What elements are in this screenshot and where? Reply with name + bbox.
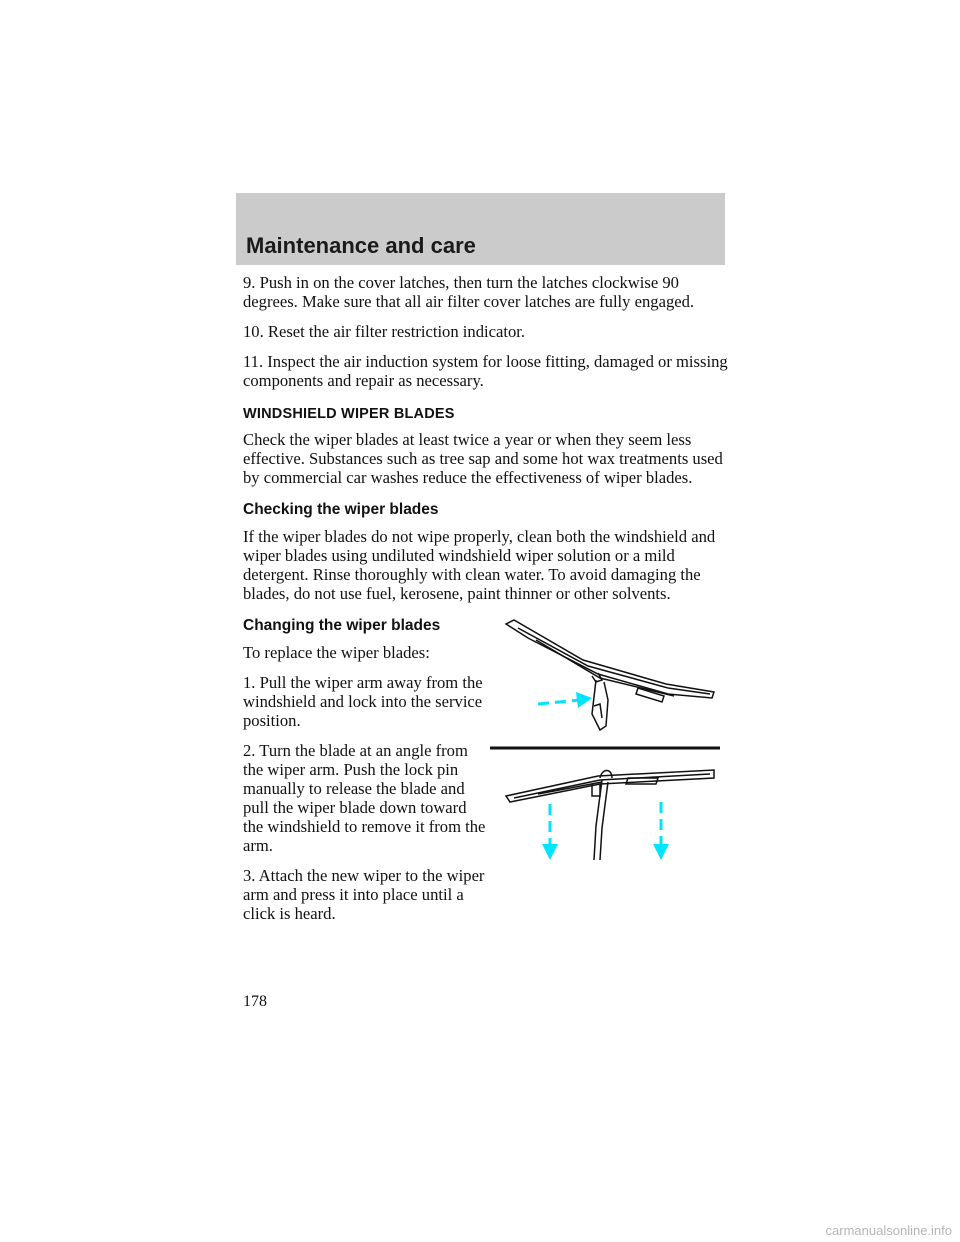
checking-text: If the wiper blades do not wipe properly, clean both the windshield and wiper blades using undiluted windshield wiper solution or a mild detergent. Rinse thoroughly with clean water. To avoid damaging the blades, do not use fuel, kerosene, paint thinner or other solvents. <box>243 527 716 603</box>
section-header-band <box>236 193 725 265</box>
wiper-blade-illustration <box>488 618 724 868</box>
section-intro: Check the wiper blades at least twice a year or when they seem less effective. Substances such as tree sap and some hot wax treatments used by commercial car washes reduce the effectiveness of wiper blades. <box>243 430 723 487</box>
changing-step-1: 1. Pull the wiper arm away from the windshield and lock into the service position. <box>243 673 483 730</box>
page-number: 178 <box>243 993 267 1010</box>
changing-intro: To replace the wiper blades: <box>243 643 430 662</box>
step-10: 10. Reset the air filter restriction indicator. <box>243 322 526 341</box>
push-arrow-icon <box>538 700 580 704</box>
checking-heading: Checking the wiper blades <box>243 501 439 518</box>
wiper-upper-view <box>506 620 714 730</box>
section-title: Maintenance and care <box>246 233 476 258</box>
changing-step-3: 3. Attach the new wiper to the wiper arm and press it into place until a click is heard. <box>243 866 485 923</box>
changing-step-2: 2. Turn the blade at an angle from the wiper arm. Push the lock pin manually to release the blade and pull the wiper blade down toward the windshield to remove it from the arm. <box>243 741 486 855</box>
step-9: 9. Push in on the cover latches, then turn the latches clockwise 90 degrees. Make sure that all air filter cover latches are fully engaged. <box>243 273 695 311</box>
wiper-lower-view <box>506 770 714 860</box>
watermark: carmanualsonline.info <box>825 1223 952 1238</box>
section-heading: WINDSHIELD WIPER BLADES <box>243 406 455 422</box>
changing-heading: Changing the wiper blades <box>243 617 441 634</box>
step-11: 11. Inspect the air induction system for loose fitting, damaged or missing components and repair as necessary. <box>243 352 728 390</box>
